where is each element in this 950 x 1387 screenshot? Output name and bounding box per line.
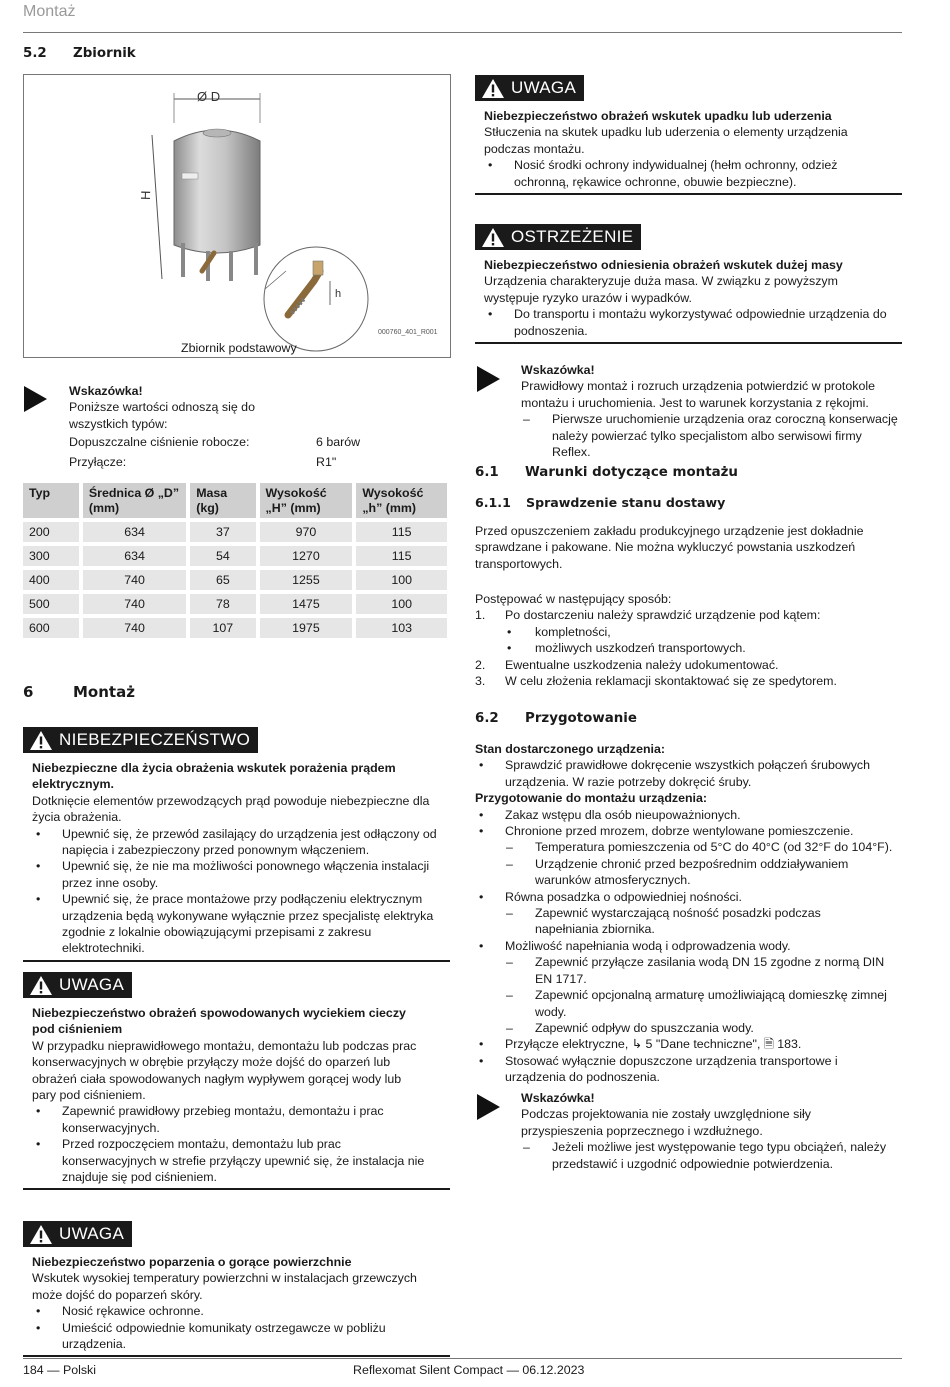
table-row: [23, 594, 447, 614]
delivered-state-title: Stan dostarczonego urządzenia:: [475, 742, 666, 756]
table-cell: 200: [23, 522, 79, 542]
table-cell: 740: [83, 594, 186, 614]
caution-title: Niebezpieczeństwo obrażeń spowodowanych wyciekiem cieczy pod ciśnieniem: [32, 1005, 406, 1037]
table-header: Typ: [23, 483, 79, 518]
caution-title: Niebezpieczeństwo poparzenia o gorące powierzchnie: [32, 1254, 352, 1269]
caution-bullet: • Nosić rękawice ochronne.: [32, 1303, 436, 1319]
dim-h-label: H: [137, 190, 154, 201]
warning-triangle-icon: [481, 78, 505, 99]
table-row: [23, 570, 447, 590]
note-title: Wskazówka!: [521, 363, 595, 377]
caution-bullet: • Umieścić odpowiednie komunikaty ostrzegawcze w pobliżu urządzenia.: [32, 1320, 436, 1353]
preparation-list: [475, 741, 903, 1086]
table-cell: 400: [23, 570, 79, 590]
caution-impact-notice: [475, 75, 902, 195]
warning-bullet: • Do transportu i montażu wykorzystywać odpowiednie urządzenia do podnoszenia.: [484, 306, 888, 339]
table-header: Wysokość „h” (mm): [356, 483, 447, 518]
prep-bullet: • Możliwość napełniania wodą i odprowadzenia wody.: [475, 938, 903, 954]
page-header-title: Montaż: [23, 3, 76, 20]
warning-heavy-mass-notice: [475, 224, 902, 344]
table-cell: 1255: [260, 570, 353, 590]
prep-dash-item: – Urządzenie chronić przed bezpośrednim oddziaływaniem warunków atmosferycznych.: [506, 856, 849, 888]
delivery-check-steps: [475, 591, 895, 689]
table-header: Wysokość „H” (mm): [260, 483, 353, 518]
table-cell: 500: [23, 594, 79, 614]
caution-text: Wskutek wysokiej temperatury powierzchni w instalacjach grzewczych może dojść do poparzeń skóry.: [32, 1271, 417, 1302]
table-cell: 634: [83, 522, 186, 542]
warning-triangle-icon: [29, 730, 53, 751]
table-cell: 1475: [260, 594, 353, 614]
caution-badge: UWAGA: [23, 972, 132, 998]
table-cell: 37: [190, 522, 255, 542]
table-cell: 54: [190, 546, 255, 566]
step-item: 3. W celu złożenia reklamacji skontaktować się ze spedytorem.: [475, 674, 837, 689]
section-6-2-heading: 6.2 Przygotowanie: [475, 711, 637, 726]
section-6-1-heading: 6.1 Warunki dotyczące montażu: [475, 465, 738, 480]
table-cell: 115: [356, 546, 447, 566]
tank-figure: [23, 74, 451, 358]
prep-title: Przygotowanie do montażu urządzenia:: [475, 791, 707, 806]
tank-drawing: [24, 75, 450, 357]
table-header-row: [23, 483, 447, 518]
step-subitem: • możliwych uszkodzeń transportowych.: [475, 640, 895, 656]
caution-badge: UWAGA: [475, 75, 584, 101]
danger-bullet: • Upewnić się, że nie ma możliwości ponownego włączenia instalacji przez inne osoby.: [32, 858, 446, 891]
pressure-label: Dopuszczalne ciśnienie robocze:: [69, 435, 250, 450]
note-text: Prawidłowy montaż i rozruch urządzenia potwierdzić w protokole montażu i uruchomienia. Jest to warunek korzystania z rękojmi.: [521, 379, 875, 410]
caution-pressure-notice: [23, 972, 450, 1190]
note-arrow-icon: [477, 1094, 500, 1120]
pressure-value: 6 barów: [316, 435, 361, 450]
warning-text: Urządzenia charakteryzuje duża masa. W związku z powyższym występuje ryzyko urazów i wypadków.: [484, 274, 838, 305]
delivery-check-text: Przed opuszczeniem zakładu produkcyjnego urządzenie jest dokładnie sprawdzane i pakowane. Nie można wykluczyć powstania uszkodzeń transportowych.: [475, 524, 864, 571]
table-row: [23, 546, 447, 566]
prep-dash-item: – Zapewnić odpływ do spuszczania wody.: [506, 1020, 754, 1035]
caution-badge: UWAGA: [23, 1221, 132, 1247]
footer-divider: [23, 1358, 902, 1359]
note-title: Wskazówka!: [521, 1091, 595, 1105]
tank-spec-table: [19, 479, 451, 642]
table-cell: 107: [190, 618, 255, 638]
prep-bullet-electrical-link[interactable]: • Przyłącze elektryczne, ↳ 5 "Dane techniczne", 🗎 183.: [475, 1036, 903, 1052]
caution-hot-surface-notice: [23, 1221, 450, 1357]
table-cell: 115: [356, 522, 447, 542]
danger-text: Dotknięcie elementów przewodzących prąd powoduje niebezpieczne dla życia obrażenia.: [32, 793, 430, 825]
table-cell: 103: [356, 618, 447, 638]
table-row: [23, 522, 447, 542]
caution-text: Stłuczenia na skutek upadku lub uderzenia o elementy urządzenia podczas montażu.: [484, 125, 848, 156]
warning-triangle-icon: [29, 1224, 53, 1245]
footer-page: 184 — Polski: [23, 1363, 97, 1377]
prep-bullet: • Stosować wyłącznie dopuszczone urządzenia transportowe i urządzenia do podnoszenia.: [475, 1053, 903, 1086]
dim-small-h-label: h: [335, 288, 342, 300]
header-divider: [23, 32, 902, 33]
figure-code: 000760_401_R001: [378, 329, 438, 336]
caution-title: Niebezpieczeństwo obrażeń wskutek upadku lub uderzenia: [484, 108, 832, 123]
step-item: 2. Ewentualne uszkodzenia należy udokumentować.: [475, 657, 779, 672]
step-subitem: • kompletności,: [475, 624, 895, 640]
note-acceleration: [521, 1090, 891, 1172]
note-dimensions: [69, 383, 439, 474]
prep-dash-item: – Zapewnić przyłącze zasilania wodą DN 15 zgodne z normą DIN EN 1717.: [506, 955, 885, 986]
caution-text: W przypadku nieprawidłowego montażu, demontażu lub podczas prac konserwacyjnych w obrębie przyłączy może dojść do oparzeń lub obrażeń ciała spowodowanych nagłym wypływem gorącej wody lub pary pod ciśnieniem.: [32, 1038, 417, 1102]
table-cell: 740: [83, 570, 186, 590]
prep-bullet: • Równa posadzka o odpowiedniej nośności.: [475, 889, 903, 905]
note-text: Poniższe wartości odnoszą się do wszystkich typów:: [69, 400, 255, 431]
note-arrow-icon: [477, 366, 500, 392]
danger-bullet: • Upewnić się, że przewód zasilający do urządzenia jest odłączony od napięcia i zabezpieczony przed ponownym włączeniem.: [32, 826, 446, 859]
section-5-2-heading: 5.2 Zbiornik: [23, 46, 136, 61]
prep-bullet: • Chronione przed mrozem, dobrze wentylowane pomieszczenie.: [475, 823, 903, 839]
table-cell: 100: [356, 570, 447, 590]
dim-d-label: Ø D: [197, 89, 221, 104]
table-cell: 100: [356, 594, 447, 614]
caution-bullet: • Zapewnić prawidłowy przebieg montażu, demontażu i prac konserwacyjnych.: [32, 1103, 428, 1136]
danger-bullet: • Upewnić się, że prace montażowe przy podłączeniu elektrycznym urządzenia będą wykonywane wyłącznie przez specjalistę elektryka zgodnie z lokalnie obowiązującymi przepisami z zakresu elektrotechniki.: [32, 891, 446, 957]
caution-bullet: • Nosić środki ochrony indywidualnej (hełm ochronny, odzież ochronną, rękawice ochronne, obuwie bezpieczne).: [484, 157, 886, 190]
prep-dash-item: – Temperatura pomieszczenia od 5°C do 40°C (od 32°F do 104°F).: [506, 840, 893, 855]
table-cell: 78: [190, 594, 255, 614]
prep-dash-item: – Zapewnić opcjonalną armaturę umożliwiającą domieszkę zimnej wody.: [506, 988, 887, 1019]
procedure-intro: Postępować w następujący sposób:: [475, 592, 672, 606]
note-title: Wskazówka!: [69, 384, 143, 398]
warning-triangle-icon: [29, 975, 53, 996]
note-dash-item: – Jeżeli możliwe jest występowanie tego typu obciążeń, należy przedstawić i uzgodnić odpowiednie potwierdzenia.: [523, 1140, 887, 1171]
table-header: Masa (kg): [190, 483, 255, 518]
table-cell: 634: [83, 546, 186, 566]
section-6-1-1-heading: 6.1.1 Sprawdzenie stanu dostawy: [475, 495, 726, 510]
step-item: 1. Po dostarczeniu należy sprawdzić urządzenie pod kątem:: [475, 608, 821, 623]
prep-bullet: • Zakaz wstępu dla osób nieupoważnionych.: [475, 807, 903, 823]
prep-bullet: • Sprawdzić prawidłowe dokręcenie wszystkich połączeń śrubowych urządzenia. W razie potrzeby dokręcić śruby.: [475, 757, 903, 790]
footer-doc: Reflexomat Silent Compact — 06.12.2023: [353, 1363, 585, 1377]
table-header: Średnica Ø „D” (mm): [83, 483, 186, 518]
danger-badge: NIEBEZPIECZEŃSTWO: [23, 727, 258, 753]
danger-title: Niebezpieczne dla życia obrażenia wskutek porażenia prądem elektrycznym.: [32, 760, 396, 792]
warning-title: Niebezpieczeństwo odniesienia obrażeń wskutek dużej masy: [484, 257, 843, 272]
connection-label: Przyłącze:: [69, 455, 127, 470]
figure-caption: Zbiornik podstawowy: [181, 341, 297, 355]
table-cell: 600: [23, 618, 79, 638]
table-cell: 1975: [260, 618, 353, 638]
danger-notice: [23, 727, 450, 962]
note-commissioning: [521, 362, 903, 460]
table-cell: 1270: [260, 546, 353, 566]
note-text: Podczas projektowania nie zostały uwzględnione siły przyspieszenia poprzecznego i wzdłużnego.: [521, 1107, 811, 1138]
note-dash-item: – Pierwsze uruchomienie urządzenia oraz coroczną konserwację należy powierzać tylko specjalistom albo serwisowi firmy Reflex.: [523, 412, 898, 460]
table-cell: 300: [23, 546, 79, 566]
caution-bullet: • Przed rozpoczęciem montażu, demontażu lub prac konserwacyjnych w strefie przyłączy upewnić się, że instalacja nie znajduje się pod ciśnieniem.: [32, 1136, 428, 1185]
warning-triangle-icon: [481, 227, 505, 248]
table-cell: 970: [260, 522, 353, 542]
table-cell: 65: [190, 570, 255, 590]
table-cell: 740: [83, 618, 186, 638]
warning-badge: OSTRZEŻENIE: [475, 224, 641, 250]
table-row: [23, 618, 447, 638]
section-6-heading: 6 Montaż: [23, 683, 135, 701]
prep-dash-item: – Zapewnić wystarczającą nośność posadzki podczas napełniania zbiornika.: [506, 906, 821, 937]
connection-value: R1": [316, 455, 337, 470]
note-arrow-icon: [24, 386, 47, 412]
